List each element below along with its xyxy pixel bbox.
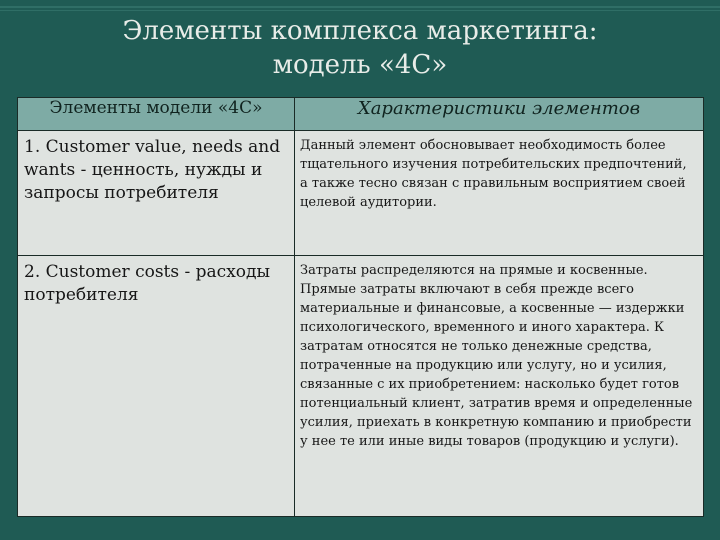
marketing-4c-table [17,97,704,517]
header-characteristics: Характеристики элементов [295,98,704,131]
description-cell [295,131,704,256]
decorative-stripe [0,6,720,8]
element-description: Данный элемент обосновывает необходимость более тщательного изучения потребительских предпочтений, а также тесно связан с правильным восприятием своей целевой аудитории. [300,138,687,210]
table-header-row [18,98,704,131]
element-cell [18,256,295,517]
table-row [18,256,704,517]
table-row [18,131,704,256]
element-description: Затраты распределяются на прямые и косвенные. Прямые затраты включают в себя прежде всего материальные и финансовые, а косвенные — издержки психологического, временного и иного характера. К затратам относятся не только денежные средства, потраченные на продукцию или услугу, но и усилия, связанные с их приобретением: насколько будет готов потенциальный клиент, затратив время и определенные усилия, приехать в конкретную компанию и приобрести у нее те или иные виды товаров (продукцию и услуги). [300,263,693,449]
slide-title-line-1: Элементы комплекса маркетинга: [122,16,598,46]
slide-title-line-2: модель «4С» [272,50,448,80]
element-name: 1. Customer value, needs and wants - ценность, нужды и запросы потребителя [24,137,281,203]
element-name: 2. Customer costs - расходы потребителя [24,262,271,305]
decorative-stripe-thin [0,10,720,11]
description-cell [295,256,704,517]
element-cell [18,131,295,256]
slide-title [0,14,720,82]
header-elements: Элементы модели «4С» [18,98,295,131]
